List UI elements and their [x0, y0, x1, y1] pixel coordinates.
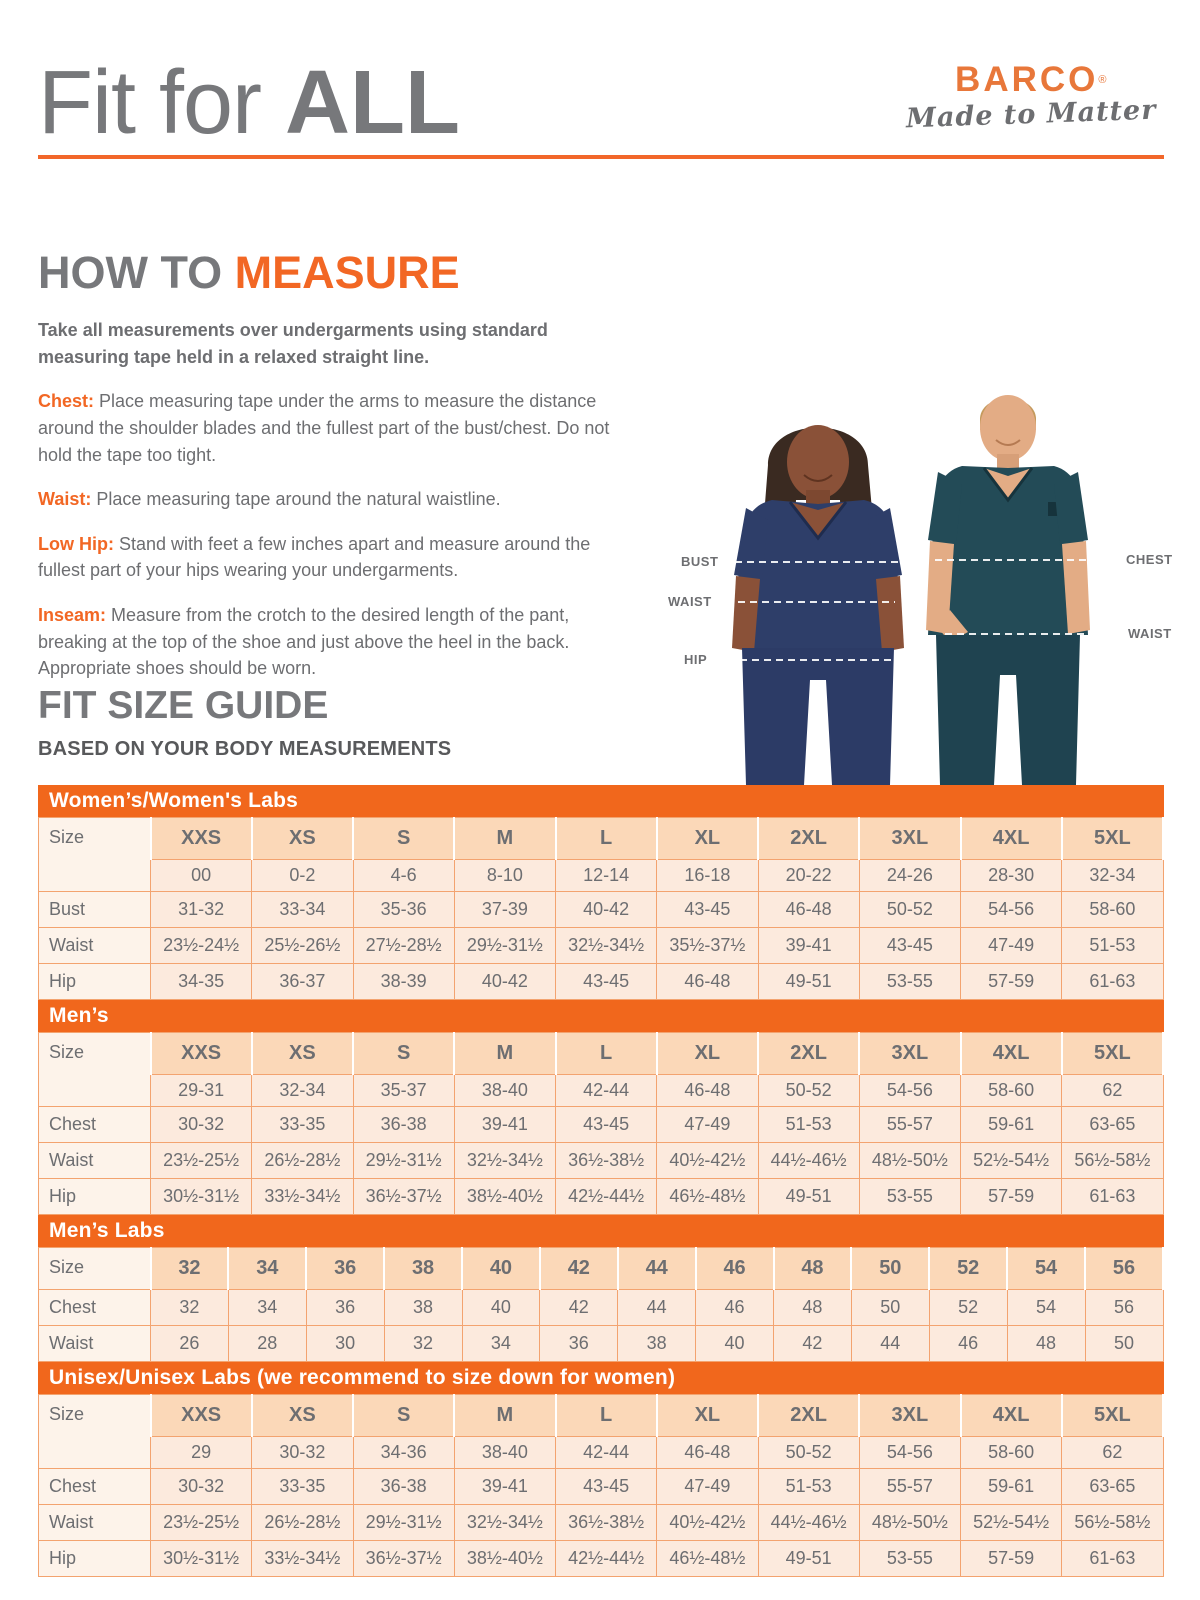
- measurement-cell: 40: [696, 1326, 774, 1362]
- size-table-3: [38, 1362, 1164, 1577]
- measurement-cell: 44: [618, 1290, 696, 1326]
- measurement-cell: 36½-38½: [556, 1505, 657, 1541]
- measurement-cell: 46½-48½: [657, 1179, 758, 1215]
- row-label: Chest: [39, 1469, 151, 1505]
- measurement-cell: 39-41: [758, 928, 859, 964]
- size-column-header: 4XL: [961, 818, 1062, 860]
- measurement-cell: 63-65: [1062, 1107, 1163, 1143]
- measurement-cell: 55-57: [859, 1107, 960, 1143]
- measure-step-lowhip: [38, 531, 638, 584]
- size-numeric-cell: 54-56: [859, 1437, 960, 1469]
- measurement-cell: 46: [929, 1326, 1007, 1362]
- size-grid: [38, 817, 1164, 1000]
- size-column-header: 46: [696, 1248, 774, 1290]
- size-column-header: XS: [252, 818, 353, 860]
- measurement-cell: 37-39: [454, 892, 555, 928]
- size-numeric-cell: 54-56: [859, 1075, 960, 1107]
- measurement-cell: 50: [1085, 1326, 1163, 1362]
- measurement-cell: 23½-25½: [151, 1143, 252, 1179]
- row-label: Hip: [39, 1541, 151, 1577]
- measurement-cell: 56½-58½: [1062, 1505, 1163, 1541]
- measure-step-waist: [38, 486, 638, 513]
- size-column-header: 2XL: [758, 818, 859, 860]
- measurement-cell: 61-63: [1062, 1541, 1163, 1577]
- size-column-header: S: [353, 1395, 454, 1437]
- measurement-cell: 29½-31½: [353, 1505, 454, 1541]
- size-numeric-cell: 32-34: [1062, 860, 1163, 892]
- measurement-cell: 38½-40½: [454, 1541, 555, 1577]
- registered-trademark-icon: ®: [1098, 74, 1107, 86]
- measurement-cell: 36½-38½: [556, 1143, 657, 1179]
- measurement-cell: 40-42: [454, 964, 555, 1000]
- table-row: [39, 1290, 1164, 1326]
- measurement-cell: 36: [306, 1290, 384, 1326]
- measurement-cell: 38½-40½: [454, 1179, 555, 1215]
- row-label: Hip: [39, 964, 151, 1000]
- bust-label: BUST: [681, 554, 719, 569]
- measurement-cell: 23½-25½: [151, 1505, 252, 1541]
- size-column-header: XS: [252, 1395, 353, 1437]
- measurement-cell: 30½-31½: [151, 1179, 252, 1215]
- measurement-cell: 52½-54½: [961, 1505, 1062, 1541]
- chest-label: CHEST: [1126, 552, 1173, 567]
- size-column-header: 56: [1085, 1248, 1163, 1290]
- measurement-cell: 47-49: [961, 928, 1062, 964]
- male-waist-label: WAIST: [1128, 626, 1172, 641]
- size-column-header: 50: [851, 1248, 929, 1290]
- measurement-cell: 26: [151, 1326, 229, 1362]
- measurement-cell: 33½-34½: [252, 1179, 353, 1215]
- measurement-cell: 40: [462, 1290, 540, 1326]
- measurement-cell: 50: [851, 1290, 929, 1326]
- barco-logo-wordmark: BARCO: [955, 60, 1099, 99]
- size-numeric-cell: 4-6: [353, 860, 454, 892]
- measurement-cell: 51-53: [758, 1469, 859, 1505]
- models-photo: [650, 380, 1200, 785]
- size-column-header: XS: [252, 1033, 353, 1075]
- measurement-cell: 49-51: [758, 964, 859, 1000]
- measure-step-chest: [38, 388, 638, 468]
- table-row: [39, 1541, 1164, 1577]
- measurement-cell: 49-51: [758, 1179, 859, 1215]
- measurement-cell: 30½-31½: [151, 1541, 252, 1577]
- measurement-cell: 25½-26½: [252, 928, 353, 964]
- size-column-header: XXS: [151, 1033, 252, 1075]
- measurement-cell: 40½-42½: [657, 1143, 758, 1179]
- measurement-cell: 29½-31½: [353, 1143, 454, 1179]
- size-numeric-cell: 42-44: [556, 1075, 657, 1107]
- measure-step-waist-label: Waist:: [38, 489, 92, 510]
- size-column-header: XXS: [151, 818, 252, 860]
- measurement-cell: 47-49: [657, 1469, 758, 1505]
- size-numeric-cell: 58-60: [961, 1075, 1062, 1107]
- size-column-header: S: [353, 818, 454, 860]
- row-label: Chest: [39, 1290, 151, 1326]
- measurement-cell: 43-45: [556, 1107, 657, 1143]
- size-corner-label: Size: [39, 1033, 151, 1107]
- measurement-cell: 46-48: [758, 892, 859, 928]
- measurement-cell: 32: [151, 1290, 229, 1326]
- measurement-cell: 34: [228, 1290, 306, 1326]
- measure-step-inseam: [38, 602, 638, 682]
- measurement-cell: 38: [384, 1290, 462, 1326]
- measurement-cell: 30-32: [151, 1469, 252, 1505]
- size-column-header: XL: [657, 1395, 758, 1437]
- measurement-cell: 36½-37½: [353, 1541, 454, 1577]
- table-banner: Men’s: [38, 1000, 1164, 1032]
- measurement-cell: 43-45: [859, 928, 960, 964]
- measurement-cell: 35½-37½: [657, 928, 758, 964]
- size-column-header: XL: [657, 818, 758, 860]
- size-numeric-cell: 50-52: [758, 1437, 859, 1469]
- row-label: Hip: [39, 1179, 151, 1215]
- row-label: Waist: [39, 1143, 151, 1179]
- size-column-header: L: [556, 1033, 657, 1075]
- size-column-header: 2XL: [758, 1033, 859, 1075]
- measurement-cell: 42: [540, 1290, 618, 1326]
- measurement-cell: 32½-34½: [556, 928, 657, 964]
- barco-logo: [905, 60, 1157, 135]
- table-row: [39, 1179, 1164, 1215]
- measurement-cell: 42½-44½: [556, 1541, 657, 1577]
- size-column-header: 44: [618, 1248, 696, 1290]
- measurement-cell: 32½-34½: [454, 1143, 555, 1179]
- measurement-cell: 29½-31½: [454, 928, 555, 964]
- measurement-cell: 27½-28½: [353, 928, 454, 964]
- row-label: Waist: [39, 1326, 151, 1362]
- table-row: [39, 1505, 1164, 1541]
- measurement-cell: 44½-46½: [758, 1143, 859, 1179]
- measurement-cell: 46½-48½: [657, 1541, 758, 1577]
- row-label: Bust: [39, 892, 151, 928]
- barco-logo-tagline: Made to Matter: [905, 94, 1157, 135]
- size-column-header: 52: [929, 1248, 1007, 1290]
- measurement-cell: 57-59: [961, 1179, 1062, 1215]
- size-corner-label: Size: [39, 1395, 151, 1469]
- table-row: [39, 964, 1164, 1000]
- size-numeric-cell: 29-31: [151, 1075, 252, 1107]
- size-column-header: 3XL: [859, 818, 960, 860]
- how-to-measure-section: [38, 247, 638, 700]
- measurement-cell: 44½-46½: [758, 1505, 859, 1541]
- measurement-cell: 59-61: [961, 1107, 1062, 1143]
- measurement-cell: 36: [540, 1326, 618, 1362]
- measurement-cell: 40-42: [556, 892, 657, 928]
- size-column-header: 48: [774, 1248, 852, 1290]
- male-model: [926, 395, 1090, 785]
- size-column-header: 42: [540, 1248, 618, 1290]
- measure-step-lowhip-label: Low Hip:: [38, 533, 114, 554]
- size-numeric-cell: 8-10: [454, 860, 555, 892]
- measurement-cell: 57-59: [961, 964, 1062, 1000]
- measurement-cell: 53-55: [859, 1179, 960, 1215]
- table-banner: Women’s/Women's Labs: [38, 785, 1164, 817]
- size-numeric-cell: 46-48: [657, 1075, 758, 1107]
- size-column-header: L: [556, 818, 657, 860]
- measurement-cell: 48: [1007, 1326, 1085, 1362]
- size-column-header: 54: [1007, 1248, 1085, 1290]
- size-numeric-cell: 38-40: [454, 1437, 555, 1469]
- measurement-cell: 42½-44½: [556, 1179, 657, 1215]
- measurement-cell: 46: [696, 1290, 774, 1326]
- measure-step-waist-text: Place measuring tape around the natural waistline.: [91, 489, 501, 510]
- measurement-cell: 56½-58½: [1062, 1143, 1163, 1179]
- measurement-cell: 48½-50½: [859, 1143, 960, 1179]
- size-column-header: M: [454, 1033, 555, 1075]
- measurement-cell: 35-36: [353, 892, 454, 928]
- measurement-cell: 39-41: [454, 1107, 555, 1143]
- measurement-cell: 54-56: [961, 892, 1062, 928]
- how-to-measure-heading-orange: MEASURE: [234, 247, 460, 298]
- size-numeric-cell: 20-22: [758, 860, 859, 892]
- measurement-cell: 57-59: [961, 1541, 1062, 1577]
- female-model: [732, 425, 904, 785]
- page-title-light: Fit for: [38, 53, 286, 153]
- measurement-cell: 46-48: [657, 964, 758, 1000]
- size-column-header: 5XL: [1062, 1395, 1163, 1437]
- size-column-header: 36: [306, 1248, 384, 1290]
- measurement-cell: 50-52: [859, 892, 960, 928]
- measure-step-chest-text: Place measuring tape under the arms to measure the distance around the shoulder blades and the fullest part of the bust/chest. Do not hold the tape too tight.: [38, 391, 610, 465]
- measure-step-inseam-text: Measure from the crotch to the desired length of the pant, breaking at the top of the shoe and just above the heel in the back. Appropriate shoes should be worn.: [38, 605, 570, 679]
- how-to-measure-heading-gray: HOW TO: [38, 247, 235, 298]
- measurement-cell: 38-39: [353, 964, 454, 1000]
- measurement-cell: 31-32: [151, 892, 252, 928]
- measurement-cell: 36½-37½: [353, 1179, 454, 1215]
- measurement-cell: 48: [774, 1290, 852, 1326]
- female-waist-label: WAIST: [668, 594, 712, 609]
- measurement-cell: 49-51: [758, 1541, 859, 1577]
- measurement-cell: 33-34: [252, 892, 353, 928]
- measurement-cell: 61-63: [1062, 1179, 1163, 1215]
- measurement-cell: 47-49: [657, 1107, 758, 1143]
- fit-size-guide-subheading: BASED ON YOUR BODY MEASUREMENTS: [38, 738, 452, 760]
- measurement-cell: 28: [228, 1326, 306, 1362]
- measure-step-chest-label: Chest:: [38, 391, 95, 412]
- measurement-cell: 54: [1007, 1290, 1085, 1326]
- measurement-cell: 30: [306, 1326, 384, 1362]
- size-column-header: 4XL: [961, 1033, 1062, 1075]
- size-numeric-cell: 29: [151, 1437, 252, 1469]
- size-column-header: 5XL: [1062, 818, 1163, 860]
- size-numeric-cell: 34-36: [353, 1437, 454, 1469]
- table-banner: Unisex/Unisex Labs (we recommend to size down for women): [38, 1362, 1164, 1394]
- size-numeric-cell: 30-32: [252, 1437, 353, 1469]
- measurement-cell: 61-63: [1062, 964, 1163, 1000]
- size-table-1: [38, 1000, 1164, 1215]
- measurement-cell: 43-45: [657, 892, 758, 928]
- size-numeric-cell: 38-40: [454, 1075, 555, 1107]
- measurement-cell: 53-55: [859, 964, 960, 1000]
- measurement-cell: 51-53: [758, 1107, 859, 1143]
- table-row: [39, 1107, 1164, 1143]
- size-numeric-cell: 62: [1062, 1437, 1163, 1469]
- size-column-header: 3XL: [859, 1395, 960, 1437]
- table-row: [39, 1143, 1164, 1179]
- size-column-header: 32: [151, 1248, 229, 1290]
- size-numeric-cell: 00: [151, 860, 252, 892]
- size-column-header: M: [454, 1395, 555, 1437]
- measurement-cell: 52: [929, 1290, 1007, 1326]
- size-column-header: S: [353, 1033, 454, 1075]
- measurement-cell: 36-38: [353, 1469, 454, 1505]
- measurement-cell: 55-57: [859, 1469, 960, 1505]
- measurement-cell: 36-38: [353, 1107, 454, 1143]
- measurement-cell: 33½-34½: [252, 1541, 353, 1577]
- size-column-header: XXS: [151, 1395, 252, 1437]
- size-column-header: 3XL: [859, 1033, 960, 1075]
- size-table-0: [38, 785, 1164, 1000]
- size-numeric-cell: 42-44: [556, 1437, 657, 1469]
- table-banner: Men’s Labs: [38, 1215, 1164, 1247]
- size-numeric-cell: 24-26: [859, 860, 960, 892]
- measurement-cell: 39-41: [454, 1469, 555, 1505]
- measurement-cell: 32: [384, 1326, 462, 1362]
- measurement-cell: 33-35: [252, 1469, 353, 1505]
- size-column-header: L: [556, 1395, 657, 1437]
- page-title-bold: ALL: [285, 53, 460, 153]
- size-column-header: 2XL: [758, 1395, 859, 1437]
- measurement-cell: 53-55: [859, 1541, 960, 1577]
- measurement-cell: 44: [851, 1326, 929, 1362]
- size-numeric-cell: 32-34: [252, 1075, 353, 1107]
- fit-size-guide-header: [38, 686, 451, 761]
- size-numeric-cell: 35-37: [353, 1075, 454, 1107]
- measurement-cell: 32½-34½: [454, 1505, 555, 1541]
- measurement-cell: 63-65: [1062, 1469, 1163, 1505]
- size-column-header: 5XL: [1062, 1033, 1163, 1075]
- row-label: Chest: [39, 1107, 151, 1143]
- size-grid: [38, 1032, 1164, 1215]
- measurement-cell: 36-37: [252, 964, 353, 1000]
- size-numeric-cell: 16-18: [657, 860, 758, 892]
- size-numeric-cell: 0-2: [252, 860, 353, 892]
- measurement-cell: 56: [1085, 1290, 1163, 1326]
- models-illustration: [650, 380, 1200, 785]
- measurement-cell: 58-60: [1062, 892, 1163, 928]
- size-grid: [38, 1247, 1164, 1362]
- size-column-header: 4XL: [961, 1395, 1062, 1437]
- size-numeric-cell: 12-14: [556, 860, 657, 892]
- size-numeric-cell: 50-52: [758, 1075, 859, 1107]
- measurement-cell: 26½-28½: [252, 1143, 353, 1179]
- measurement-cell: 26½-28½: [252, 1505, 353, 1541]
- fit-size-guide-heading: FIT SIZE GUIDE: [38, 684, 329, 727]
- size-column-header: XL: [657, 1033, 758, 1075]
- size-grid: [38, 1394, 1164, 1577]
- measure-step-inseam-label: Inseam:: [38, 605, 107, 625]
- size-numeric-cell: 28-30: [961, 860, 1062, 892]
- size-column-header: M: [454, 818, 555, 860]
- page-title: [38, 53, 460, 153]
- measurement-cell: 34-35: [151, 964, 252, 1000]
- table-row: [39, 928, 1164, 964]
- measure-step-lowhip-text: Stand with feet a few inches apart and measure around the fullest part of your hips wearing your undergarments.: [38, 533, 591, 581]
- size-column-header: 40: [462, 1248, 540, 1290]
- measurement-cell: 40½-42½: [657, 1505, 758, 1541]
- measure-intro: Take all measurements over undergarments using standard measuring tape held in a relaxed straight line.: [38, 320, 548, 367]
- row-label: Waist: [39, 928, 151, 964]
- header-divider: [38, 155, 1164, 159]
- tables: [38, 785, 1164, 1577]
- measurement-cell: 59-61: [961, 1469, 1062, 1505]
- size-corner-label: Size: [39, 818, 151, 892]
- measurement-cell: 38: [618, 1326, 696, 1362]
- measurement-cell: 43-45: [556, 964, 657, 1000]
- measurement-cell: 52½-54½: [961, 1143, 1062, 1179]
- measurement-cell: 34: [462, 1326, 540, 1362]
- size-column-header: 34: [228, 1248, 306, 1290]
- table-row: [39, 1326, 1164, 1362]
- table-row: [39, 1469, 1164, 1505]
- measurement-cell: 30-32: [151, 1107, 252, 1143]
- measurement-cell: 23½-24½: [151, 928, 252, 964]
- size-numeric-cell: 62: [1062, 1075, 1163, 1107]
- measurement-cell: 43-45: [556, 1469, 657, 1505]
- measurement-cell: 51-53: [1062, 928, 1163, 964]
- measurement-cell: 48½-50½: [859, 1505, 960, 1541]
- size-corner-label: Size: [39, 1248, 151, 1290]
- how-to-measure-heading: [38, 247, 638, 298]
- measurement-cell: 42: [774, 1326, 852, 1362]
- size-numeric-cell: 46-48: [657, 1437, 758, 1469]
- row-label: Waist: [39, 1505, 151, 1541]
- table-row: [39, 892, 1164, 928]
- size-table-2: [38, 1215, 1164, 1362]
- hip-label: HIP: [684, 652, 708, 667]
- measurement-cell: 33-35: [252, 1107, 353, 1143]
- size-numeric-cell: 58-60: [961, 1437, 1062, 1469]
- size-column-header: 38: [384, 1248, 462, 1290]
